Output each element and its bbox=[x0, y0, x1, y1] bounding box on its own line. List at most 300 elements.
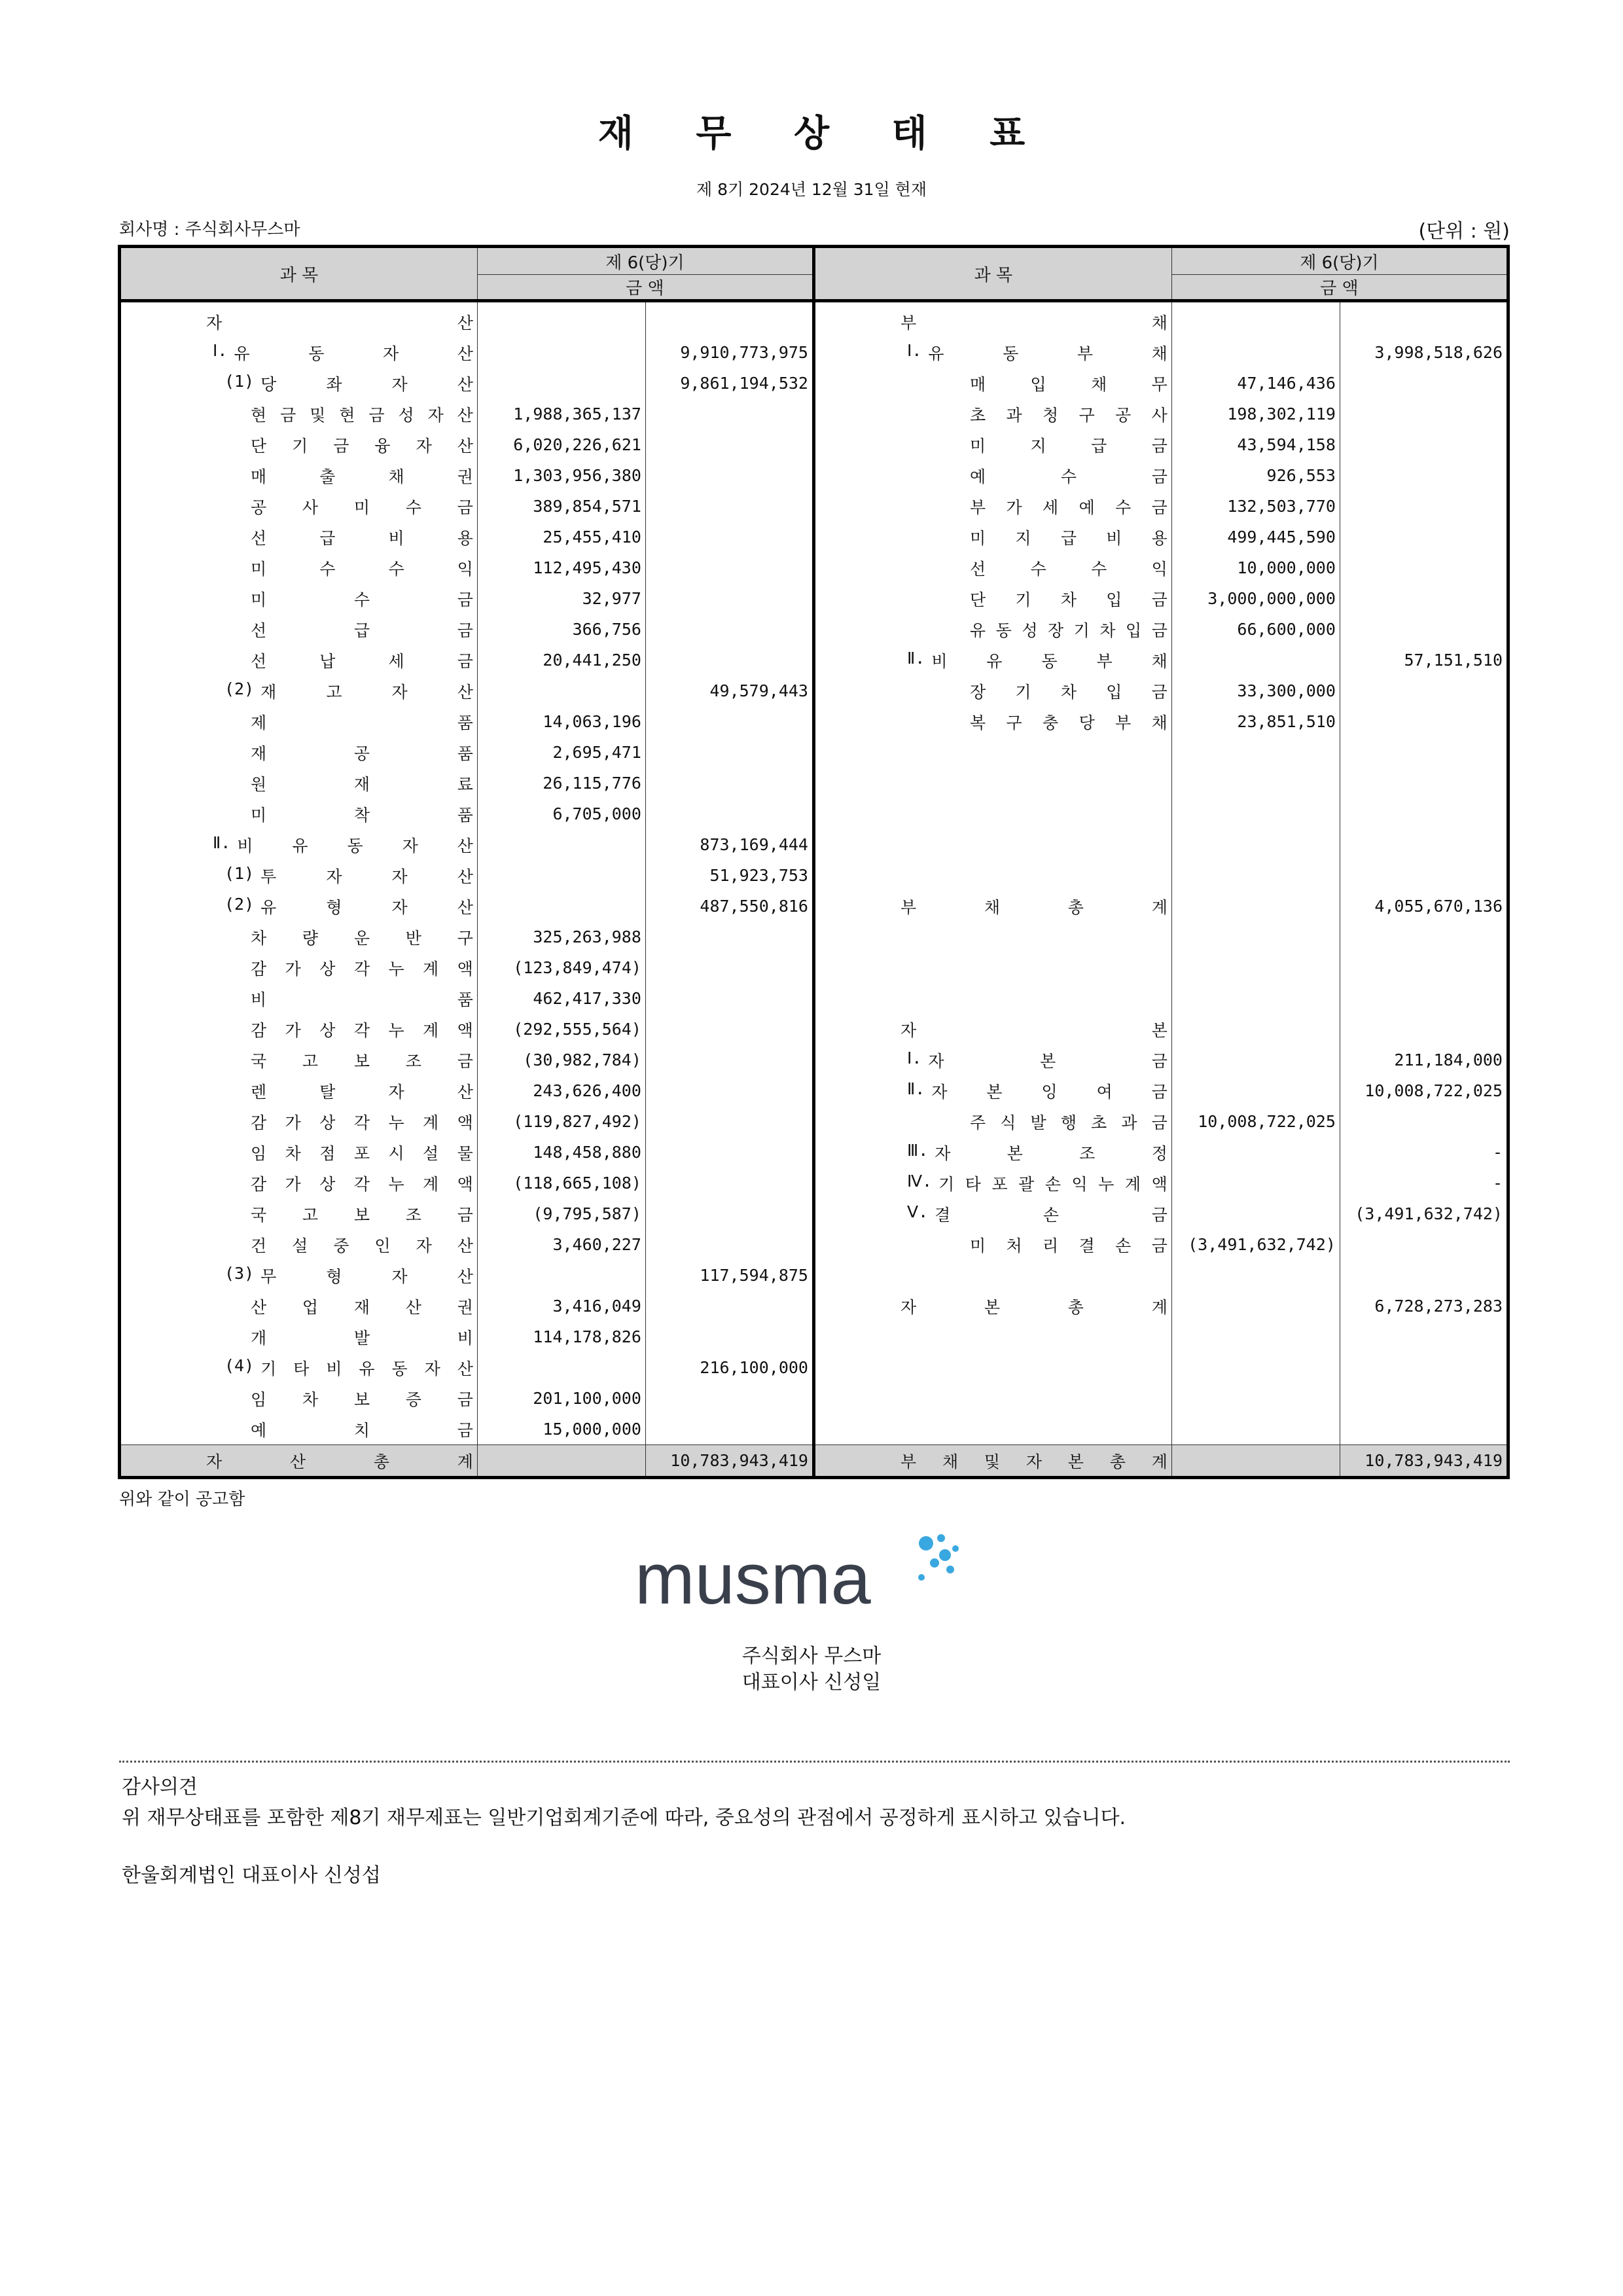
table-row bbox=[120, 1198, 1508, 1229]
right-account-8: 선 수 수 익 bbox=[813, 552, 1171, 583]
left-account-6: 공 사 미 수 금 bbox=[120, 491, 478, 522]
left-amount-a-35: 201,100,000 bbox=[477, 1383, 645, 1414]
left-amount-a-6: 389,854,571 bbox=[477, 491, 645, 522]
totals-row bbox=[120, 1445, 1508, 1478]
left-amount-b-19: 487,550,816 bbox=[645, 891, 813, 922]
right-amount-a-4: 43,594,158 bbox=[1171, 429, 1340, 460]
right-amount-a-28 bbox=[1171, 1168, 1340, 1198]
account-number: Ⅱ. bbox=[906, 648, 925, 668]
left-account-7: 선 급 비 용 bbox=[120, 522, 478, 552]
left-account-4: 단 기 금 융 자 산 bbox=[120, 429, 478, 460]
right-account-32: 자 본 총 계 bbox=[813, 1291, 1171, 1321]
right-amount-b-11: 57,151,510 bbox=[1340, 645, 1508, 675]
left-amount-b-13 bbox=[645, 706, 813, 737]
right-amount-b-21 bbox=[1340, 952, 1508, 983]
account-number: (1) bbox=[224, 371, 255, 391]
account-number: Ⅳ. bbox=[906, 1171, 933, 1191]
left-amount-b-32 bbox=[645, 1291, 813, 1321]
right-amount-b-27: - bbox=[1340, 1137, 1508, 1168]
right-amount-b-34 bbox=[1340, 1352, 1508, 1383]
left-amount-a-34 bbox=[477, 1352, 645, 1383]
left-amount-a-9: 32,977 bbox=[477, 583, 645, 614]
left-account-33: 개 발 비 bbox=[120, 1321, 478, 1352]
table-row bbox=[120, 706, 1508, 737]
right-amount-b-14 bbox=[1340, 737, 1508, 768]
right-amount-a-36 bbox=[1171, 1414, 1340, 1445]
musma-logo bbox=[628, 1525, 982, 1630]
left-amount-b-22 bbox=[645, 983, 813, 1014]
right-amount-a-31 bbox=[1171, 1260, 1340, 1291]
left-account-23: 감 가 상 각 누 계 액 bbox=[120, 1014, 478, 1045]
right-account-4: 미 지 급 금 bbox=[813, 429, 1171, 460]
left-amount-b-25 bbox=[645, 1075, 813, 1106]
table-row bbox=[120, 491, 1508, 522]
left-amount-b-1: 9,910,773,975 bbox=[645, 337, 813, 368]
left-amount-b-17: 873,169,444 bbox=[645, 829, 813, 860]
left-amount-b-33 bbox=[645, 1321, 813, 1352]
left-amount-b-7 bbox=[645, 522, 813, 552]
right-account-12: 장 기 차 입 금 bbox=[813, 675, 1171, 706]
right-account-0: 부 채 bbox=[813, 301, 1171, 338]
table-row bbox=[120, 983, 1508, 1014]
table-row bbox=[120, 1014, 1508, 1045]
right-amount-a-35 bbox=[1171, 1383, 1340, 1414]
table-row bbox=[120, 460, 1508, 491]
left-amount-b-4 bbox=[645, 429, 813, 460]
right-account-2: 매 입 채 무 bbox=[813, 368, 1171, 399]
right-account-25: Ⅱ. 자 본 잉 여 금 bbox=[813, 1075, 1171, 1106]
right-amount-a-25 bbox=[1171, 1075, 1340, 1106]
left-amount-b-34: 216,100,000 bbox=[645, 1352, 813, 1383]
left-amount-a-32: 3,416,049 bbox=[477, 1291, 645, 1321]
table-row bbox=[120, 829, 1508, 860]
right-amount-b-25: 10,008,722,025 bbox=[1340, 1075, 1508, 1106]
right-amount-a-2: 47,146,436 bbox=[1171, 368, 1340, 399]
table-row bbox=[120, 368, 1508, 399]
right-amount-b-2 bbox=[1340, 368, 1508, 399]
table-row bbox=[120, 952, 1508, 983]
left-account-35: 임 차 보 증 금 bbox=[120, 1383, 478, 1414]
left-account-20: 차 량 운 반 구 bbox=[120, 922, 478, 952]
right-amount-a-17 bbox=[1171, 829, 1340, 860]
audit-opinion-text: 위 재무상태표를 포함한 제8기 재무제표는 일반기업회계기준에 따라, 중요성의 관점에서 공정하게 표시하고 있습니다. bbox=[122, 1806, 1126, 1829]
table-row bbox=[120, 1075, 1508, 1106]
left-amount-a-13: 14,063,196 bbox=[477, 706, 645, 737]
left-amount-a-4: 6,020,226,621 bbox=[477, 429, 645, 460]
left-amount-a-22: 462,417,330 bbox=[477, 983, 645, 1014]
balance-sheet-body bbox=[120, 301, 1508, 1478]
left-account-1: Ⅰ. 유 동 자 산 bbox=[120, 337, 478, 368]
table-row bbox=[120, 1414, 1508, 1445]
table-row bbox=[120, 614, 1508, 645]
left-account-13: 제 품 bbox=[120, 706, 478, 737]
left-amount-a-19 bbox=[477, 891, 645, 922]
left-amount-b-28 bbox=[645, 1168, 813, 1198]
right-amount-a-3: 198,302,119 bbox=[1171, 399, 1340, 429]
left-account-30: 건 설 중 인 자 산 bbox=[120, 1229, 478, 1260]
right-account-26: 주 식 발 행 초 과 금 bbox=[813, 1106, 1171, 1137]
right-account-9: 단 기 차 입 금 bbox=[813, 583, 1171, 614]
right-amount-b-20 bbox=[1340, 922, 1508, 952]
right-amount-a-16 bbox=[1171, 798, 1340, 829]
signer-ceo: 대표이사 신성일 bbox=[741, 1671, 882, 1694]
left-amount-b-0 bbox=[645, 301, 813, 338]
right-amount-b-17 bbox=[1340, 829, 1508, 860]
right-amount-b-36 bbox=[1340, 1414, 1508, 1445]
right-amount-a-19 bbox=[1171, 891, 1340, 922]
left-amount-a-23: (292,555,564) bbox=[477, 1014, 645, 1045]
left-amount-a-29: (9,795,587) bbox=[477, 1198, 645, 1229]
left-amount-a-36: 15,000,000 bbox=[477, 1414, 645, 1445]
right-account-21 bbox=[813, 952, 1171, 983]
right-account-3: 초 과 청 구 공 사 bbox=[813, 399, 1171, 429]
left-amount-a-10: 366,756 bbox=[477, 614, 645, 645]
right-amount-a-23 bbox=[1171, 1014, 1340, 1045]
left-amount-a-25: 243,626,400 bbox=[477, 1075, 645, 1106]
left-amount-a-1 bbox=[477, 337, 645, 368]
left-account-32: 산 업 재 산 권 bbox=[120, 1291, 478, 1321]
right-amount-b-15 bbox=[1340, 768, 1508, 798]
left-account-17: Ⅱ. 비 유 동 자 산 bbox=[120, 829, 478, 860]
left-account-25: 렌 탈 자 산 bbox=[120, 1075, 478, 1106]
left-amount-a-18 bbox=[477, 860, 645, 891]
right-amount-a-5: 926,553 bbox=[1171, 460, 1340, 491]
company-name: 회사명 : 주식회사무스마 bbox=[119, 220, 300, 240]
left-amount-a-28: (118,665,108) bbox=[477, 1168, 645, 1198]
right-amount-b-4 bbox=[1340, 429, 1508, 460]
right-amount-a-9: 3,000,000,000 bbox=[1171, 583, 1340, 614]
notice-text: 위와 같이 공고함 bbox=[119, 1490, 245, 1509]
right-amount-b-3 bbox=[1340, 399, 1508, 429]
account-number: Ⅱ. bbox=[906, 1079, 925, 1098]
table-row bbox=[120, 1291, 1508, 1321]
right-amount-a-6: 132,503,770 bbox=[1171, 491, 1340, 522]
left-account-16: 미 착 품 bbox=[120, 798, 478, 829]
left-amount-b-35 bbox=[645, 1383, 813, 1414]
left-amount-a-11: 20,441,250 bbox=[477, 645, 645, 675]
left-amount-b-26 bbox=[645, 1106, 813, 1137]
right-account-30: 미 처 리 결 손 금 bbox=[813, 1229, 1171, 1260]
right-account-24: Ⅰ. 자 본 금 bbox=[813, 1045, 1171, 1075]
right-amount-b-35 bbox=[1340, 1383, 1508, 1414]
table-row bbox=[120, 737, 1508, 768]
header-account-right: 과 목 bbox=[813, 247, 1171, 301]
table-row bbox=[120, 583, 1508, 614]
left-amount-a-20: 325,263,988 bbox=[477, 922, 645, 952]
left-account-15: 원 재 료 bbox=[120, 768, 478, 798]
total-liab-equity-label: 부 채 및 자 본 총 계 bbox=[813, 1445, 1171, 1478]
left-amount-b-31: 117,594,875 bbox=[645, 1260, 813, 1291]
left-amount-b-9 bbox=[645, 583, 813, 614]
left-account-28: 감 가 상 각 누 계 액 bbox=[120, 1168, 478, 1198]
right-account-5: 예 수 금 bbox=[813, 460, 1171, 491]
left-amount-a-2 bbox=[477, 368, 645, 399]
left-amount-b-2: 9,861,194,532 bbox=[645, 368, 813, 399]
account-number: (4) bbox=[224, 1355, 255, 1375]
account-number: Ⅰ. bbox=[906, 1048, 922, 1067]
header-period-left: 제 6(당)기 bbox=[477, 247, 813, 275]
left-account-12: (2) 재 고 자 산 bbox=[120, 675, 478, 706]
left-amount-a-3: 1,988,365,137 bbox=[477, 399, 645, 429]
right-amount-b-0 bbox=[1340, 301, 1508, 338]
left-amount-a-15: 26,115,776 bbox=[477, 768, 645, 798]
right-amount-a-11 bbox=[1171, 645, 1340, 675]
right-amount-a-20 bbox=[1171, 922, 1340, 952]
left-account-26: 감 가 상 각 누 계 액 bbox=[120, 1106, 478, 1137]
total-assets-amount: 10,783,943,419 bbox=[645, 1445, 813, 1478]
right-amount-b-31 bbox=[1340, 1260, 1508, 1291]
left-amount-b-21 bbox=[645, 952, 813, 983]
left-account-0: 자 산 bbox=[120, 301, 478, 338]
header-amount-right: 금 액 bbox=[1171, 275, 1508, 301]
right-amount-a-18 bbox=[1171, 860, 1340, 891]
left-account-18: (1) 투 자 자 산 bbox=[120, 860, 478, 891]
right-account-1: Ⅰ. 유 동 부 채 bbox=[813, 337, 1171, 368]
right-amount-b-18 bbox=[1340, 860, 1508, 891]
account-number: Ⅰ. bbox=[906, 340, 922, 360]
account-number: (3) bbox=[224, 1263, 255, 1283]
total-liab-equity-a bbox=[1171, 1445, 1340, 1478]
account-number: (1) bbox=[224, 863, 255, 883]
table-row bbox=[120, 522, 1508, 552]
header-account-left: 과 목 bbox=[120, 247, 478, 301]
currency-unit: (단위 : 원) bbox=[1418, 220, 1510, 243]
right-amount-a-33 bbox=[1171, 1321, 1340, 1352]
right-account-18 bbox=[813, 860, 1171, 891]
left-account-9: 미 수 금 bbox=[120, 583, 478, 614]
left-amount-a-8: 112,495,430 bbox=[477, 552, 645, 583]
left-amount-b-36 bbox=[645, 1414, 813, 1445]
table-row bbox=[120, 1137, 1508, 1168]
right-amount-b-26 bbox=[1340, 1106, 1508, 1137]
auditor-signature: 한울회계법인 대표이사 신성섭 bbox=[122, 1864, 381, 1887]
left-account-29: 국 고 보 조 금 bbox=[120, 1198, 478, 1229]
left-amount-a-7: 25,455,410 bbox=[477, 522, 645, 552]
right-amount-a-0 bbox=[1171, 301, 1340, 338]
right-account-14 bbox=[813, 737, 1171, 768]
left-amount-b-23 bbox=[645, 1014, 813, 1045]
document-title: 재 무 상 태 표 bbox=[597, 113, 1050, 155]
left-amount-b-30 bbox=[645, 1229, 813, 1260]
total-assets-a bbox=[477, 1445, 645, 1478]
left-account-31: (3) 무 형 자 산 bbox=[120, 1260, 478, 1291]
left-amount-b-6 bbox=[645, 491, 813, 522]
right-amount-b-29: (3,491,632,742) bbox=[1340, 1198, 1508, 1229]
left-account-11: 선 납 세 금 bbox=[120, 645, 478, 675]
left-amount-a-14: 2,695,471 bbox=[477, 737, 645, 768]
left-account-34: (4) 기 타 비 유 동 자 산 bbox=[120, 1352, 478, 1383]
left-amount-a-30: 3,460,227 bbox=[477, 1229, 645, 1260]
left-amount-b-15 bbox=[645, 768, 813, 798]
right-amount-a-1 bbox=[1171, 337, 1340, 368]
right-amount-b-24: 211,184,000 bbox=[1340, 1045, 1508, 1075]
table-row bbox=[120, 429, 1508, 460]
right-amount-b-23 bbox=[1340, 1014, 1508, 1045]
right-amount-b-28: - bbox=[1340, 1168, 1508, 1198]
total-assets-label: 자 산 총 계 bbox=[120, 1445, 478, 1478]
account-number: (2) bbox=[224, 894, 255, 914]
right-account-36 bbox=[813, 1414, 1171, 1445]
left-amount-a-16: 6,705,000 bbox=[477, 798, 645, 829]
table-row bbox=[120, 645, 1508, 675]
right-account-22 bbox=[813, 983, 1171, 1014]
table-row bbox=[120, 922, 1508, 952]
right-amount-b-19: 4,055,670,136 bbox=[1340, 891, 1508, 922]
table-row bbox=[120, 1229, 1508, 1260]
left-amount-b-14 bbox=[645, 737, 813, 768]
right-amount-b-1: 3,998,518,626 bbox=[1340, 337, 1508, 368]
table-row bbox=[120, 1352, 1508, 1383]
right-amount-b-10 bbox=[1340, 614, 1508, 645]
right-amount-b-8 bbox=[1340, 552, 1508, 583]
account-number: Ⅲ. bbox=[906, 1140, 929, 1160]
left-amount-a-33: 114,178,826 bbox=[477, 1321, 645, 1352]
right-account-17 bbox=[813, 829, 1171, 860]
left-account-3: 현 금 및 현 금 성 자 산 bbox=[120, 399, 478, 429]
left-amount-b-12: 49,579,443 bbox=[645, 675, 813, 706]
right-account-23: 자 본 bbox=[813, 1014, 1171, 1045]
right-account-35 bbox=[813, 1383, 1171, 1414]
right-amount-a-34 bbox=[1171, 1352, 1340, 1383]
right-amount-a-22 bbox=[1171, 983, 1340, 1014]
right-amount-a-30: (3,491,632,742) bbox=[1171, 1229, 1340, 1260]
right-amount-a-32 bbox=[1171, 1291, 1340, 1321]
logo-wordmark: musma bbox=[635, 1539, 871, 1619]
report-period: 제 8기 2024년 12월 31일 현재 bbox=[696, 180, 927, 199]
balance-sheet-table bbox=[118, 245, 1510, 1479]
signer-company: 주식회사 무스마 bbox=[741, 1645, 882, 1668]
right-account-27: Ⅲ. 자 본 조 정 bbox=[813, 1137, 1171, 1168]
right-account-15 bbox=[813, 768, 1171, 798]
right-amount-b-13 bbox=[1340, 706, 1508, 737]
left-amount-a-21: (123,849,474) bbox=[477, 952, 645, 983]
left-amount-b-5 bbox=[645, 460, 813, 491]
left-account-24: 국 고 보 조 금 bbox=[120, 1045, 478, 1075]
right-amount-b-22 bbox=[1340, 983, 1508, 1014]
right-amount-a-29 bbox=[1171, 1198, 1340, 1229]
right-account-33 bbox=[813, 1321, 1171, 1352]
left-amount-b-18: 51,923,753 bbox=[645, 860, 813, 891]
right-amount-a-27 bbox=[1171, 1137, 1340, 1168]
right-amount-a-15 bbox=[1171, 768, 1340, 798]
right-account-10: 유 동 성 장 기 차 입 금 bbox=[813, 614, 1171, 645]
right-account-13: 복 구 충 당 부 채 bbox=[813, 706, 1171, 737]
left-amount-a-17 bbox=[477, 829, 645, 860]
left-amount-b-24 bbox=[645, 1045, 813, 1075]
right-account-34 bbox=[813, 1352, 1171, 1383]
header-period-right: 제 6(당)기 bbox=[1171, 247, 1508, 275]
left-amount-b-8 bbox=[645, 552, 813, 583]
right-account-7: 미 지 급 비 용 bbox=[813, 522, 1171, 552]
right-amount-b-16 bbox=[1340, 798, 1508, 829]
account-number: Ⅴ. bbox=[906, 1202, 929, 1221]
left-amount-b-3 bbox=[645, 399, 813, 429]
right-account-11: Ⅱ. 비 유 동 부 채 bbox=[813, 645, 1171, 675]
table-row bbox=[120, 675, 1508, 706]
right-amount-a-7: 499,445,590 bbox=[1171, 522, 1340, 552]
table-row bbox=[120, 337, 1508, 368]
right-amount-a-12: 33,300,000 bbox=[1171, 675, 1340, 706]
left-account-21: 감 가 상 각 누 계 액 bbox=[120, 952, 478, 983]
right-amount-a-14 bbox=[1171, 737, 1340, 768]
left-amount-a-26: (119,827,492) bbox=[477, 1106, 645, 1137]
right-account-19: 부 채 총 계 bbox=[813, 891, 1171, 922]
left-amount-a-0 bbox=[477, 301, 645, 338]
left-account-8: 미 수 수 익 bbox=[120, 552, 478, 583]
left-account-14: 재 공 품 bbox=[120, 737, 478, 768]
audit-opinion-title: 감사의견 bbox=[122, 1776, 198, 1799]
right-amount-a-21 bbox=[1171, 952, 1340, 983]
table-row bbox=[120, 798, 1508, 829]
table-row bbox=[120, 552, 1508, 583]
section-divider bbox=[119, 1761, 1510, 1763]
right-account-28: Ⅳ. 기 타 포 괄 손 익 누 계 액 bbox=[813, 1168, 1171, 1198]
right-amount-b-5 bbox=[1340, 460, 1508, 491]
left-amount-b-11 bbox=[645, 645, 813, 675]
table-row bbox=[120, 1260, 1508, 1291]
left-account-22: 비 품 bbox=[120, 983, 478, 1014]
right-amount-b-30 bbox=[1340, 1229, 1508, 1260]
left-amount-a-27: 148,458,880 bbox=[477, 1137, 645, 1168]
header-amount-left: 금 액 bbox=[477, 275, 813, 301]
left-amount-a-31 bbox=[477, 1260, 645, 1291]
right-account-16 bbox=[813, 798, 1171, 829]
table-row bbox=[120, 768, 1508, 798]
left-amount-b-16 bbox=[645, 798, 813, 829]
right-amount-a-26: 10,008,722,025 bbox=[1171, 1106, 1340, 1137]
right-account-6: 부 가 세 예 수 금 bbox=[813, 491, 1171, 522]
table-row bbox=[120, 1106, 1508, 1137]
account-number: Ⅱ. bbox=[213, 833, 231, 852]
left-amount-a-24: (30,982,784) bbox=[477, 1045, 645, 1075]
left-amount-a-5: 1,303,956,380 bbox=[477, 460, 645, 491]
left-account-27: 임 차 점 포 시 설 물 bbox=[120, 1137, 478, 1168]
table-row bbox=[120, 860, 1508, 891]
right-amount-a-13: 23,851,510 bbox=[1171, 706, 1340, 737]
right-amount-b-33 bbox=[1340, 1321, 1508, 1352]
right-amount-a-8: 10,000,000 bbox=[1171, 552, 1340, 583]
table-row bbox=[120, 301, 1508, 338]
right-amount-a-10: 66,600,000 bbox=[1171, 614, 1340, 645]
left-account-5: 매 출 채 권 bbox=[120, 460, 478, 491]
right-account-20 bbox=[813, 922, 1171, 952]
right-amount-b-6 bbox=[1340, 491, 1508, 522]
right-amount-b-32: 6,728,273,283 bbox=[1340, 1291, 1508, 1321]
left-amount-b-20 bbox=[645, 922, 813, 952]
total-liab-equity-amount: 10,783,943,419 bbox=[1340, 1445, 1508, 1478]
right-account-31 bbox=[813, 1260, 1171, 1291]
table-row bbox=[120, 1383, 1508, 1414]
left-account-2: (1) 당 좌 자 산 bbox=[120, 368, 478, 399]
logo-splash-icon bbox=[918, 1534, 959, 1581]
right-amount-b-12 bbox=[1340, 675, 1508, 706]
right-amount-b-9 bbox=[1340, 583, 1508, 614]
account-number: (2) bbox=[224, 679, 255, 698]
table-row bbox=[120, 399, 1508, 429]
left-account-19: (2) 유 형 자 산 bbox=[120, 891, 478, 922]
left-account-36: 예 치 금 bbox=[120, 1414, 478, 1445]
right-amount-b-7 bbox=[1340, 522, 1508, 552]
left-account-10: 선 급 금 bbox=[120, 614, 478, 645]
table-row bbox=[120, 1045, 1508, 1075]
left-amount-b-10 bbox=[645, 614, 813, 645]
table-row bbox=[120, 1321, 1508, 1352]
left-amount-b-29 bbox=[645, 1198, 813, 1229]
left-amount-a-12 bbox=[477, 675, 645, 706]
table-row bbox=[120, 1168, 1508, 1198]
right-account-29: Ⅴ. 결 손 금 bbox=[813, 1198, 1171, 1229]
account-number: Ⅰ. bbox=[213, 340, 228, 360]
